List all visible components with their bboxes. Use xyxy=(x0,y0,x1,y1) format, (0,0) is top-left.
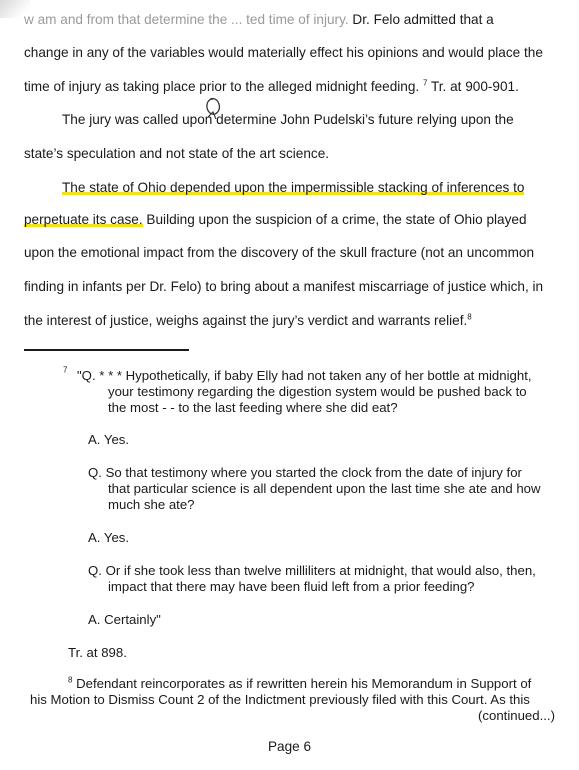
fn7-q3-line1: Q. Or if she took less than twelve milliliters at midnight, that would also, then, xyxy=(88,563,536,578)
fn7-citation: Tr. at 898. xyxy=(68,645,127,660)
fn8-line1 xyxy=(68,676,531,692)
footnote-text: Defendant reincorporates as if rewritten herein his Memorandum in Support of xyxy=(72,676,532,691)
fn8-continued: (continued...) xyxy=(478,708,555,723)
body-line-3 xyxy=(24,79,519,95)
fn7-answer-2: A. Yes. xyxy=(88,530,130,545)
fn7-answer-3: A. Certainly" xyxy=(88,612,161,627)
footnote-number: 7 xyxy=(63,365,68,375)
footnote-ref-7[interactable]: 7 xyxy=(422,78,428,88)
citation-text: Tr. at 900-901. xyxy=(427,79,519,94)
body-text: time of injury as taking place prior to the alleged midnight feeding. xyxy=(24,79,420,94)
para3-line-1 xyxy=(62,180,524,196)
fn7-q3-line2: impact that there may have been fluid left from a prior feeding? xyxy=(108,579,475,594)
footnote-separator xyxy=(24,349,189,351)
body-text: the interest of justice, weighs against the jury’s verdict and warrants relief. xyxy=(24,313,468,328)
page-number: Page 6 xyxy=(267,739,312,754)
footnote-number: 8 xyxy=(68,675,73,685)
fn7-q2-line1: Q. So that testimony where you started the clock from the date of injury for xyxy=(88,465,522,480)
fn7-q2-line3: much she ate? xyxy=(108,497,195,512)
para3-line-5 xyxy=(24,313,472,329)
para2-line-1: The jury was called upon determine John Pudelski’s future relying upon the xyxy=(62,112,514,127)
footnote-7-marker xyxy=(63,366,67,382)
fn7-q1-line1: "Q. * * * Hypothetically, if baby Elly had not taken any of her bottle at midnight, xyxy=(77,368,532,383)
para3-line-2 xyxy=(24,212,527,228)
para3-line-4: finding in infants per Dr. Felo) to bring about a manifest miscarriage of justice which, in xyxy=(24,279,544,294)
body-text: Building upon the suspicion of a crime, the state of Ohio played xyxy=(142,212,527,227)
fn7-q1-line2: your testimony regarding the digestion system would be pushed back to xyxy=(108,384,527,399)
fn7-q2-line2: that particular science is all dependent upon the last time she ate and how xyxy=(108,481,541,496)
fn7-answer-1: A. Yes. xyxy=(88,432,130,447)
para2-line-2: state’s speculation and not state of the art science. xyxy=(24,146,330,161)
faded-text: w am and from that determine the ... ted time of injury. xyxy=(24,12,349,27)
para3-line-3: upon the emotional impact from the discovery of the skull fracture (not an uncommon xyxy=(24,245,535,260)
fn8-line2: his Motion to Dismiss Count 2 of the Indictment previously filed with this Court. As this xyxy=(30,692,530,707)
body-text: Dr. Felo admitted that a xyxy=(348,12,494,27)
body-line-2: change in any of the variables would materially effect his opinions and would place the xyxy=(24,45,543,60)
footnote-ref-8[interactable]: 8 xyxy=(467,312,472,322)
highlighted-text: perpetuate its case. xyxy=(24,212,143,227)
fn7-q1-line3: the most - - to the last feeding where she did eat? xyxy=(108,400,398,415)
highlighted-text: The state of Ohio depended upon the impermissible stacking of inferences to xyxy=(62,180,525,195)
body-line-1 xyxy=(24,12,494,28)
